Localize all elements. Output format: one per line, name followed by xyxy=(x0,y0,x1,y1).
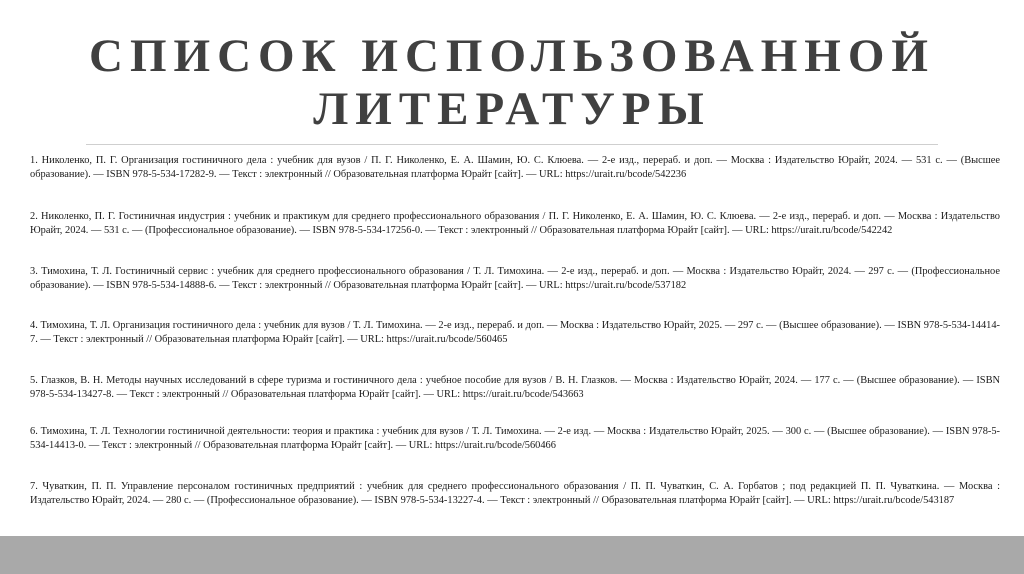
reference-item: 3. Тимохина, Т. Л. Гостиничный сервис : учебник для среднего профессионального образования / Т. Л. Тимохина. — 2-е изд., перераб. и доп. — Москва : Издательство Юрайт, 2024. — 297 с. — (Профессиональное образование). — ISBN 978-5-534-14888-6. — Текст : электронный // Образовательная платформа Юрайт [сайт]. — URL: https://urait.ru/bcode/537182 xyxy=(30,266,1000,291)
reference-item: 7. Чуваткин, П. П. Управление персоналом гостиничных предприятий : учебник для среднего профессионального образования / П. П. Чуваткин, С. А. Горбатов ; под редакцией П. П. Чуваткина. — Москва : Издательство Юрайт, 2024. — 280 с. — (Профессиональное образование). — ISBN 978-5-534-13227-4. — Текст : электронный // Образовательная платформа Юрайт [сайт]. — URL: https://urait.ru/bcode/543187 xyxy=(30,481,1000,506)
slide-title-line-2: ЛИТЕРАТУРЫ xyxy=(313,83,711,135)
title-divider xyxy=(86,144,938,145)
reference-item: 2. Николенко, П. Г. Гостиничная индустрия : учебник и практикум для среднего профессионального образования / П. Г. Николенко, Е. А. Шамин, Ю. С. Клюева. — 2-е изд., перераб. и доп. — Москва : Издательство Юрайт, 2024. — 531 с. — (Профессиональное образование). — ISBN 978-5-534-17256-0. — Текст : электронный // Образовательная платформа Юрайт [сайт]. — URL: https://urait.ru/bcode/542242 xyxy=(30,211,1000,236)
reference-item: 1. Николенко, П. Г. Организация гостиничного дела : учебник для вузов / П. Г. Николенко, Е. А. Шамин, Ю. С. Клюева. — 2-е изд., перераб. и доп. — Москва : Издательство Юрайт, 2024. — 531 с. — (Высшее образование). — ISBN 978-5-534-17282-9. — Текст : электронный // Образовательная платформа Юрайт [сайт]. — URL: https://urait.ru/bcode/542236 xyxy=(30,155,1000,180)
slide-title xyxy=(60,30,964,136)
reference-item: 5. Глазков, В. Н. Методы научных исследований в сфере туризма и гостиничного дела : учебное пособие для вузов / В. Н. Глазков. — Москва : Издательство Юрайт, 2024. — 177 с. — (Высшее образование). — ISBN 978-5-534-13427-8. — Текст : электронный // Образовательная платформа Юрайт [сайт]. — URL: https://urait.ru/bcode/543663 xyxy=(30,375,1000,400)
slide-title-line-1: СПИСОК ИСПОЛЬЗОВАННОЙ xyxy=(89,30,935,82)
footer-band xyxy=(0,536,1024,574)
reference-item: 4. Тимохина, Т. Л. Организация гостиничного дела : учебник для вузов / Т. Л. Тимохина. — 2-е изд., перераб. и доп. — Москва : Издательство Юрайт, 2025. — 297 с. — (Высшее образование). — ISBN 978-5-534-14414-7. — Текст : электронный // Образовательная платформа Юрайт [сайт]. — URL: https://urait.ru/bcode/560465 xyxy=(30,320,1000,345)
reference-item: 6. Тимохина, Т. Л. Технологии гостиничной деятельности: теория и практика : учебник для вузов / Т. Л. Тимохина. — 2-е изд. — Москва : Издательство Юрайт, 2025. — 300 с. — (Высшее образование). — ISBN 978-5-534-14413-0. — Текст : электронный // Образовательная платформа Юрайт [сайт]. — URL: https://urait.ru/bcode/560466 xyxy=(30,426,1000,451)
